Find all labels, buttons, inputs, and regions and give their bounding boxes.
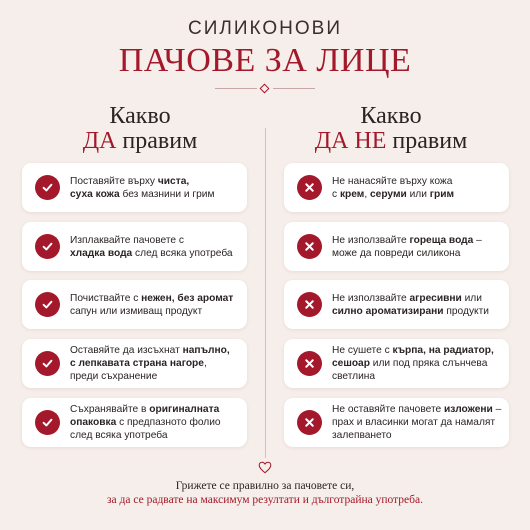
card-text-bold: оригиналната — [149, 404, 220, 415]
title-ornament — [215, 84, 315, 94]
card-text-part: Не оставяйте пачовете — [332, 404, 444, 415]
card-text-bold: грим — [429, 188, 455, 200]
check-icon — [35, 351, 60, 376]
cross-icon — [297, 292, 322, 317]
card-text — [70, 234, 239, 260]
card-text-part: Изплаквайте пачовете с — [70, 234, 184, 246]
card-text-part: може да повреди силикона — [332, 247, 461, 259]
check-icon — [35, 175, 60, 200]
card-text-bold: хладка вода — [70, 247, 133, 259]
card-text — [70, 175, 220, 201]
card-text-part: прах и власинки могат да намалят — [332, 417, 496, 428]
card-text-bold: чиста, — [157, 175, 190, 187]
card-text — [332, 175, 460, 201]
card-text-bold: изложени — [444, 404, 493, 415]
dont-card — [284, 398, 509, 447]
do-card — [22, 222, 247, 271]
card-text — [332, 234, 488, 260]
card-text-bold: крем — [339, 188, 365, 200]
card-text-part: след всяка употреба — [132, 247, 233, 259]
do-heading-line1: Какво — [109, 103, 171, 129]
do-heading-line2 — [15, 129, 265, 154]
dont-heading-line2 — [266, 129, 516, 154]
card-text-part: с — [332, 188, 340, 200]
footer — [0, 461, 530, 506]
card-text — [70, 344, 236, 383]
card-text-part: залепването — [332, 430, 392, 441]
check-icon — [35, 234, 60, 259]
footer-line2: за да се радвате на максимум резултати и дълготрайна употреба. — [107, 494, 423, 506]
do-heading-rest: правим — [116, 128, 198, 154]
do-card — [22, 339, 247, 388]
page-kicker: СИЛИКОНОВИ — [188, 18, 342, 39]
card-text-part: светлина — [332, 371, 376, 382]
card-text-part: преди съхранение — [70, 371, 158, 382]
do-card — [22, 163, 247, 212]
card-text-part: Почиствайте с — [70, 292, 142, 304]
heart-icon — [258, 461, 272, 474]
card-text-part: сапун или измиващ продукт — [70, 305, 203, 317]
card-text-part: продукти — [443, 305, 489, 317]
card-text — [332, 292, 495, 318]
card-text-part: с предпазното фолио — [116, 417, 221, 428]
card-text-part: Поставяйте върху — [70, 175, 158, 187]
check-icon — [35, 292, 60, 317]
do-card — [22, 280, 247, 329]
card-text-bold: силно ароматизирани — [332, 305, 444, 317]
do-column-heading — [15, 104, 265, 154]
ornament-line-right — [273, 88, 315, 89]
dont-heading-rest: правим — [386, 128, 468, 154]
card-text-part: – — [473, 234, 482, 246]
page-title: ПАЧОВЕ ЗА ЛИЦЕ — [118, 42, 412, 79]
card-text — [332, 403, 507, 442]
card-text-bold: нежен, без аромат — [141, 292, 234, 304]
card-text-bold: суха кожа — [70, 188, 120, 200]
dont-card — [284, 280, 509, 329]
card-text-bold: агресивни — [409, 292, 462, 304]
card-text-part: Не използвайте — [332, 234, 410, 246]
card-text-part: Съхранявайте в — [70, 404, 150, 415]
card-text-part: Не нанасяйте върху кожа — [332, 175, 453, 187]
dont-card — [284, 163, 509, 212]
cross-icon — [297, 175, 322, 200]
column-divider — [265, 128, 266, 458]
card-text-part: , — [203, 358, 207, 369]
page-header — [0, 18, 530, 80]
card-text-part: или — [406, 188, 430, 200]
dont-heading-line1: Какво — [360, 103, 422, 129]
dont-column-heading — [266, 104, 516, 154]
card-text-part: или — [461, 292, 482, 304]
card-text-part: Оставяйте да изсъхнат — [70, 345, 183, 356]
card-text-part: Не използвайте — [332, 292, 410, 304]
card-text-part: – — [492, 404, 502, 415]
card-text-part: без мазнини и грим — [119, 188, 215, 200]
card-text — [70, 403, 227, 442]
card-text-part: Не сушете с — [332, 345, 393, 356]
card-text-part: след всяка употреба — [70, 430, 168, 441]
card-text-bold: напълно, — [182, 345, 230, 356]
do-heading-accent: ДА — [82, 128, 117, 154]
ornament-line-left — [215, 88, 257, 89]
cross-icon — [297, 351, 322, 376]
check-icon — [35, 410, 60, 435]
card-text-bold: с лепкавата страна нагоре — [70, 358, 204, 369]
card-text-bold: кърпа, на радиатор, — [392, 345, 494, 356]
card-text-part: или под пряка слънчева — [369, 358, 488, 369]
footer-line1: Грижете се правилно за пачовете си, — [175, 480, 355, 492]
dont-card — [284, 339, 509, 388]
card-text — [332, 344, 500, 383]
cross-icon — [297, 410, 322, 435]
card-text-part: , — [364, 188, 370, 200]
card-text-bold: гореща вода — [409, 234, 474, 246]
do-card — [22, 398, 247, 447]
card-text — [70, 292, 239, 318]
card-text-bold: опаковка — [70, 417, 117, 428]
dont-heading-accent: ДА НЕ — [314, 128, 387, 154]
card-text-bold: серуми — [370, 188, 407, 200]
diamond-icon — [260, 84, 270, 94]
dont-card — [284, 222, 509, 271]
cross-icon — [297, 234, 322, 259]
card-text-bold: сешоар — [332, 358, 370, 369]
